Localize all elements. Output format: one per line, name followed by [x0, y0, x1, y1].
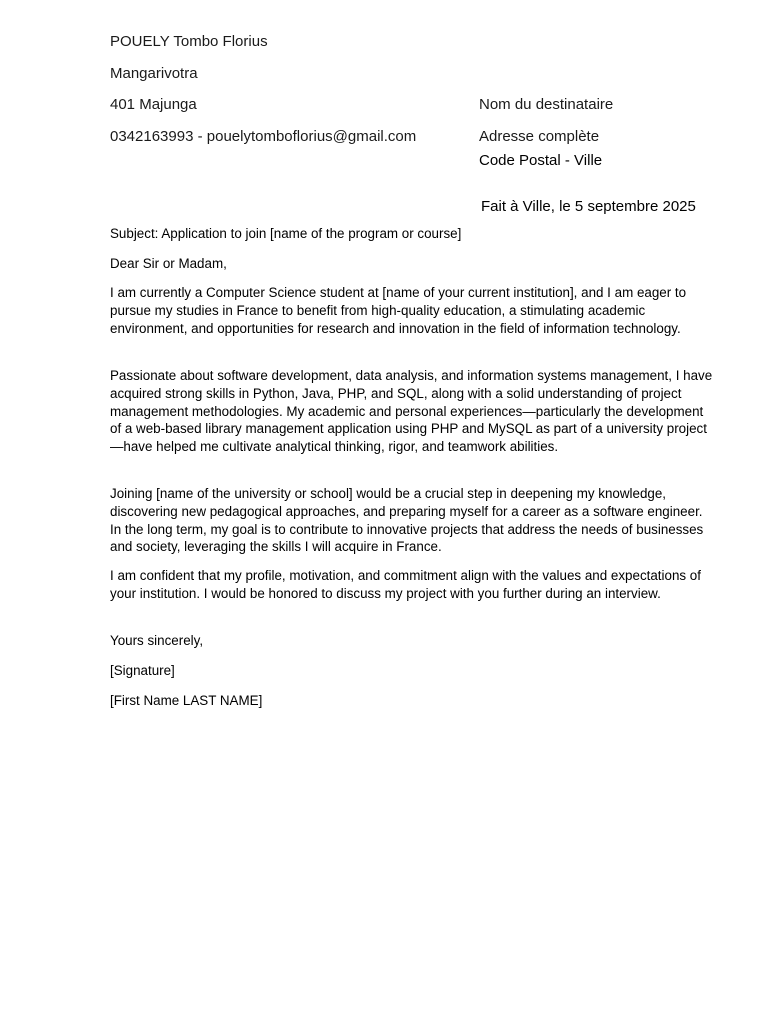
letter-signature: [Signature]	[110, 663, 175, 678]
letter-paragraph: I am confident that my profile, motivation, and commitment align with the values and expectations of your institution. I would be honored to discuss my project with you further during an interview.	[110, 568, 701, 601]
sender-contact: 0342163993 - pouelytomboflorius@gmail.com	[110, 128, 417, 145]
letter-paragraph: Passionate about software development, data analysis, and information systems management, I have acquired strong skills in Python, Java, PHP, and SQL, along with a solid understanding of project management methodologies. My academic and personal experiences—particularly the development of a web-based library management application using PHP and MySQL as part of a university project—have helped me cultivate analytical thinking, rigor, and teamwork abilities.	[110, 368, 713, 455]
letter-salutation: Dear Sir or Madam,	[110, 256, 227, 271]
letter-subject: Subject: Application to join [name of the program or course]	[110, 226, 462, 241]
date-line: Fait à Ville, le 5 septembre 2025	[481, 198, 696, 215]
letter-closing: Yours sincerely,	[110, 633, 204, 648]
letter-signer-name: [First Name LAST NAME]	[110, 693, 263, 708]
recipient-name: Nom du destinataire	[479, 96, 614, 113]
sender-street: Mangarivotra	[110, 65, 198, 82]
recipient-address: Adresse complète	[479, 128, 600, 145]
sender-city: 401 Majunga	[110, 96, 197, 113]
letter-paragraph: I am currently a Computer Science student at [name of your current institution], and I am eager to pursue my studies in France to benefit from high-quality education, a stimulating academic environment, and opportunities for research and innovation in the field of information technology.	[110, 285, 687, 336]
recipient-postal: Code Postal - Ville	[479, 152, 603, 169]
sender-name: POUELY Tombo Florius	[110, 33, 268, 50]
letter-paragraph: Joining [name of the university or school] would be a crucial step in deepening my knowledge, discovering new pedagogical approaches, and preparing myself for a career as a software engineer. In the long term, my goal is to contribute to innovative projects that address the needs of businesses and society, leveraging the skills I will acquire in France.	[110, 486, 704, 555]
